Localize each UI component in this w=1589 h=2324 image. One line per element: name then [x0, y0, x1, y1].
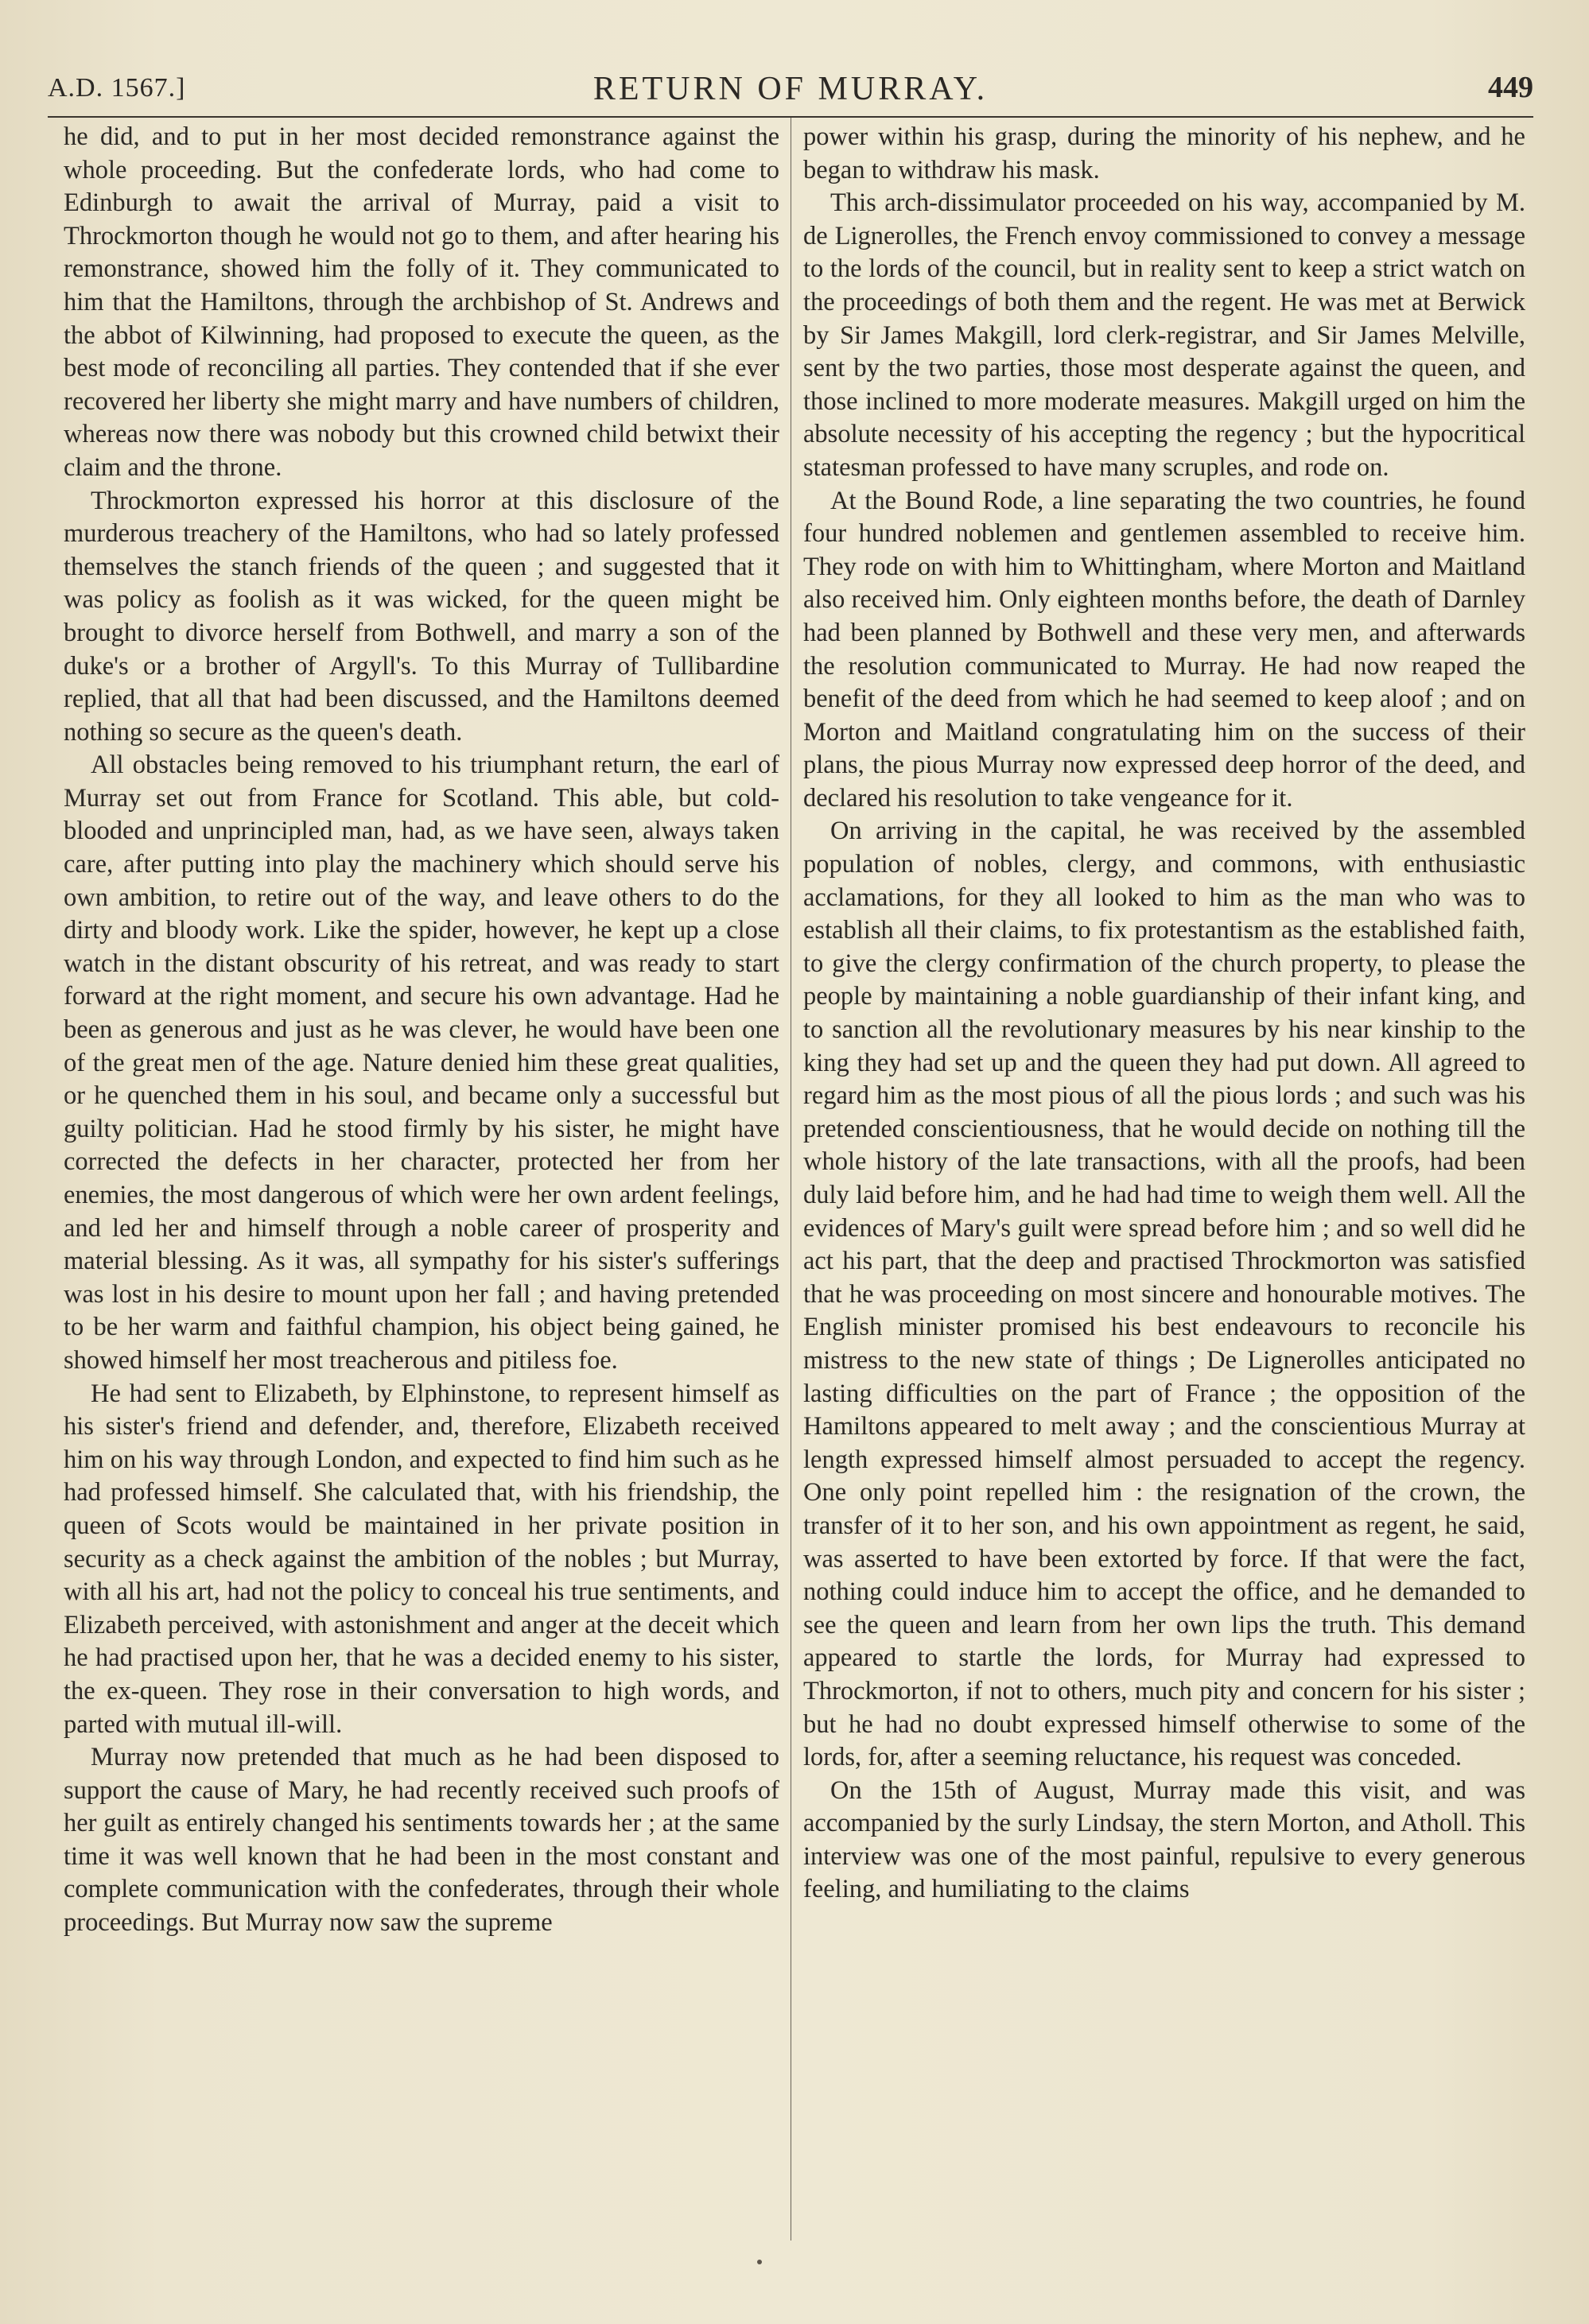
page-number: 449: [1488, 71, 1533, 104]
printer-mark: [757, 2260, 762, 2264]
paragraph: Throckmorton expressed his horror at this disclosure of the murderous treachery of the Hamiltons, who had so lately professed themselves the stanch friends of the queen ; and suggested that it was policy as foolish as it was wicked, for the queen might be brought to divorce herself from Bothwell, and marry a son of the duke's or a brother of Argyll's. To this Murray of Tullibardine replied, that all that had been discussed, and the Hamiltons deemed nothing so secure as the queen's death.: [64, 486, 779, 747]
running-head-date: A.D. 1567.]: [48, 73, 186, 103]
right-column: [803, 121, 1525, 2232]
paragraph: power within his grasp, during the minority of his nephew, and he began to withdraw his mask.: [803, 122, 1525, 184]
paragraph: At the Bound Rode, a line separating the two countries, he found four hundred noblemen and gentlemen assembled to receive him. They rode on with him to Whittingham, where Morton and Maitland also received him. Only eighteen months before, the death of Darnley had been planned by Bothwell and these very men, and afterwards the resolution communicated to Murray. He had now reaped the benefit of the deed from which he had seemed to keep aloof ; and on Morton and Maitland congratulating him on the success of their plans, the pious Murray now expressed deep horror of the deed, and declared his resolution to take vengeance for it.: [803, 486, 1525, 813]
paragraph: All obstacles being removed to his triumphant return, the earl of Murray set out from France for Scotland. This able, but cold-blooded and unprincipled man, had, as we have seen, always taken care, after putting into play the machinery which should serve his own ambition, to retire out of the way, and leave others to do the dirty and bloody work. Like the spider, however, he kept up a close watch in the distant obscurity of his retreat, and was ready to start forward at the right moment, and secure his own advantage. Had he been as generous and just as he was clever, he would have been one of the great men of the age. Nature denied him these great qualities, or he quenched them in his soul, and became only a successful but guilty politician. Had he stood firmly by his sister, he might have corrected the defects in her character, protected her from her enemies, the most dangerous of which were her own ardent feelings, and led her and himself through a noble career of prosperity and material blessing. As it was, all sympathy for his sister's sufferings was lost in his desire to mount upon her fall ; and having pretended to be her warm and faithful champion, his object being gained, he showed himself her most treacherous and pitiless foe.: [64, 751, 779, 1375]
paragraph: he did, and to put in her most decided remonstrance against the whole proceeding. But the confederate lords, who had come to Edinburgh to await the arrival of Murray, paid a visit to Throckmorton though he would not go to them, and after hearing his remonstrance, showed him the folly of it. They communicated to him that the Hamiltons, through the archbishop of St. Andrews and the abbot of Kilwinning, had proposed to execute the queen, as the best mode of reconciling all parties. They contended that if she ever recovered her liberty she might marry and have numbers of children, whereas now there was nobody but this crowned child betwixt their claim and the throne.: [64, 122, 779, 482]
paragraph: On arriving in the capital, he was received by the assembled population of nobles, clergy, and commons, with enthusiastic acclamations, for they all looked to him as the man who was to establish all their claims, to fix protestantism as the established faith, to give the clergy confirmation of the church property, to please the people by maintaining a noble guardianship of their infant king, and to sanction all the revolutionary measures by his near kinship to the king they had set up and the queen they had put down. All agreed to regard him as the most pious of all the pious lords ; and such was his pretended conscientiousness, that he would decide on nothing till the whole history of the late transactions, with all the proofs, had been duly laid before him, and he had had time to weigh them well. All the evidences of Mary's guilt were spread before him ; and so well did he act his part, that the deep and practised Throckmorton was satisfied that he was proceeding on most sincere and honourable motives. The English minister promised his best endeavours to reconcile his mistress to the new state of things ; De Lignerolles anticipated no lasting difficulties on the part of France ; the opposition of the Hamiltons appeared to melt away ; and the conscientious Murray at length expressed himself almost persuaded to accept the regency. One only point repelled him : the resignation of the crown, the transfer of it to her son, and his own appointment as regent, he said, was asserted to have been extorted by force. If that were the fact, nothing could induce him to accept the office, and he demanded to see the queen and learn from her own lips the truth. This demand appeared to startle the lords, for Murray had expressed to Throckmorton, if not to others, much pity and concern for his sister ; but he had no doubt expressed himself otherwise to some of the lords, for, after a seeming reluctance, his request was conceded.: [803, 817, 1525, 1772]
left-column: [64, 121, 779, 2232]
paragraph: He had sent to Elizabeth, by Elphinstone, to represent himself as his sister's friend and defender, and, therefore, Elizabeth received him on his way through London, and expected to find him such as he had professed himself. She calculated that, with his friendship, the queen of Scots would be maintained in her private position in security as a check against the ambition of the nobles ; but Murray, with all his art, had not the policy to conceal his true sentiments, and Elizabeth perceived, with astonishment and anger at the deceit which he had practised upon her, that he was a decided enemy to his sister, the ex-queen. They rose in their conversation to high words, and parted with mutual ill-will.: [64, 1379, 779, 1739]
paragraph: Murray now pretended that much as he had been disposed to support the cause of Mary, he had recently received such proofs of her guilt as entirely changed his sentiments towards her ; at the same time it was well known that he had been in the most constant and complete communication with the confederates, through their whole proceedings. But Murray now saw the supreme: [64, 1743, 779, 1938]
paragraph: On the 15th of August, Murray made this visit, and was accompanied by the surly Lindsay, the stern Morton, and Atholl. This interview was one of the most painful, repulsive to every generous feeling, and humiliating to the claims: [803, 1775, 1525, 1904]
paragraph: This arch-dissimulator proceeded on his way, accompanied by M. de Lignerolles, the French envoy commissioned to convey a message to the lords of the council, but in reality sent to keep a strict watch on the proceedings of both them and the regent. He was met at Berwick by Sir James Makgill, lord clerk-registrar, and Sir James Melville, sent by the two parties, those most desperate against the queen, and those inclined to more moderate measures. Makgill urged on him the absolute necessity of his accepting the regency ; but the hypocritical statesman professed to have many scruples, and rode on.: [803, 188, 1525, 482]
running-head: [48, 70, 1533, 110]
running-head-title: RETURN OF MURRAY.: [592, 71, 989, 107]
